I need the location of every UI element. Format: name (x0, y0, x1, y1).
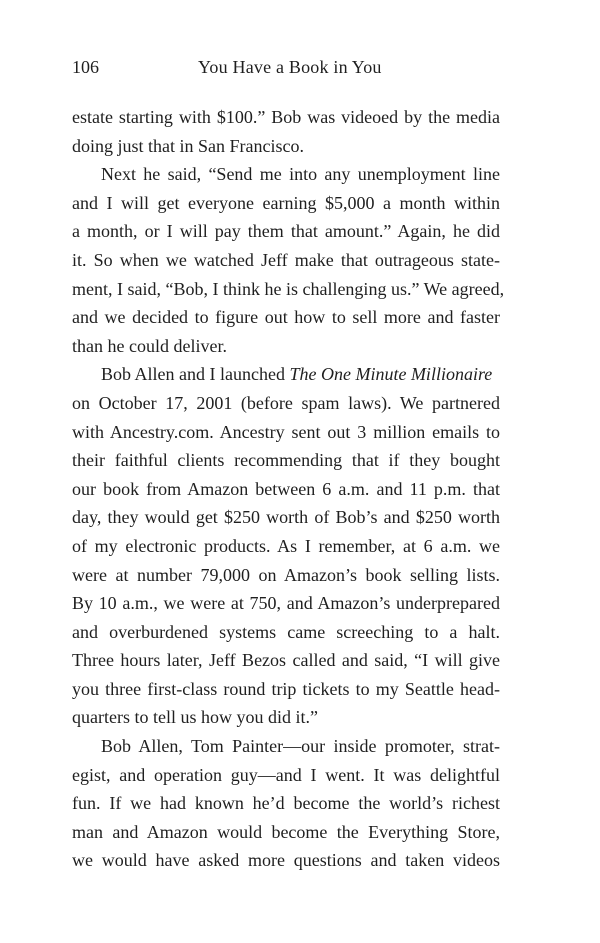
text-line: Next he said, “Send me into any unemployment line (101, 164, 500, 185)
text-line: of my electronic products. As I remember, at 6 a.m. we (72, 535, 500, 556)
text-line: we would have asked more questions and taken videos (72, 850, 500, 871)
body-text (72, 103, 505, 875)
text-line: were at number 79,000 on Amazon’s book selling lists. (72, 564, 500, 585)
text-line: with Ancestry.com. Ancestry sent out 3 million emails to (72, 421, 500, 442)
text-line: a month, or I will pay them that amount.” Again, he did (72, 221, 500, 242)
text-line: you three first-class round trip tickets to my Seattle head- (72, 678, 500, 699)
text-line: and we decided to figure out how to sell more and faster (72, 307, 500, 328)
running-title: You Have a Book in You (198, 57, 382, 77)
text-line: Bob Allen, Tom Painter—our inside promoter, strat- (101, 736, 500, 757)
text-line: quarters to tell us how you did it.” (72, 707, 318, 728)
text-line: our book from Amazon between 6 a.m. and 11 p.m. that (72, 478, 500, 499)
text-line: man and Amazon would become the Everything Store, (72, 821, 500, 842)
page-number: 106 (72, 57, 99, 77)
text-line: it. So when we watched Jeff make that outrageous state- (72, 249, 500, 270)
line-prefix: Bob Allen and I launched (101, 364, 290, 385)
text-line: on October 17, 2001 (before spam laws). We partnered (72, 392, 500, 413)
page-header (72, 54, 500, 80)
text-line: and I will get everyone earning $5,000 a month within (72, 192, 500, 213)
text-line: Three hours later, Jeff Bezos called and said, “I will give (72, 650, 500, 671)
text-line: ment, I said, “Bob, I think he is challenging us.” We agreed, (72, 278, 505, 299)
text-line: than he could deliver. (72, 335, 227, 356)
text-line: doing just that in San Francisco. (72, 135, 304, 156)
text-line: day, they would get $250 worth of Bob’s and $250 worth (72, 507, 500, 528)
text-line: By 10 a.m., we were at 750, and Amazon’s underprepared (72, 593, 500, 614)
text-line: egist, and operation guy—and I went. It was delightful (72, 764, 500, 785)
text-line: and overburdened systems came screeching to a halt. (72, 621, 500, 642)
text-line (72, 360, 500, 389)
book-title: The One Minute Millionaire (289, 364, 493, 385)
text-line: their faithful clients recommending that if they bought (72, 450, 500, 471)
text-line: fun. If we had known he’d become the world’s richest (72, 793, 500, 814)
text-line: estate starting with $100.” Bob was videoed by the media (72, 107, 500, 127)
